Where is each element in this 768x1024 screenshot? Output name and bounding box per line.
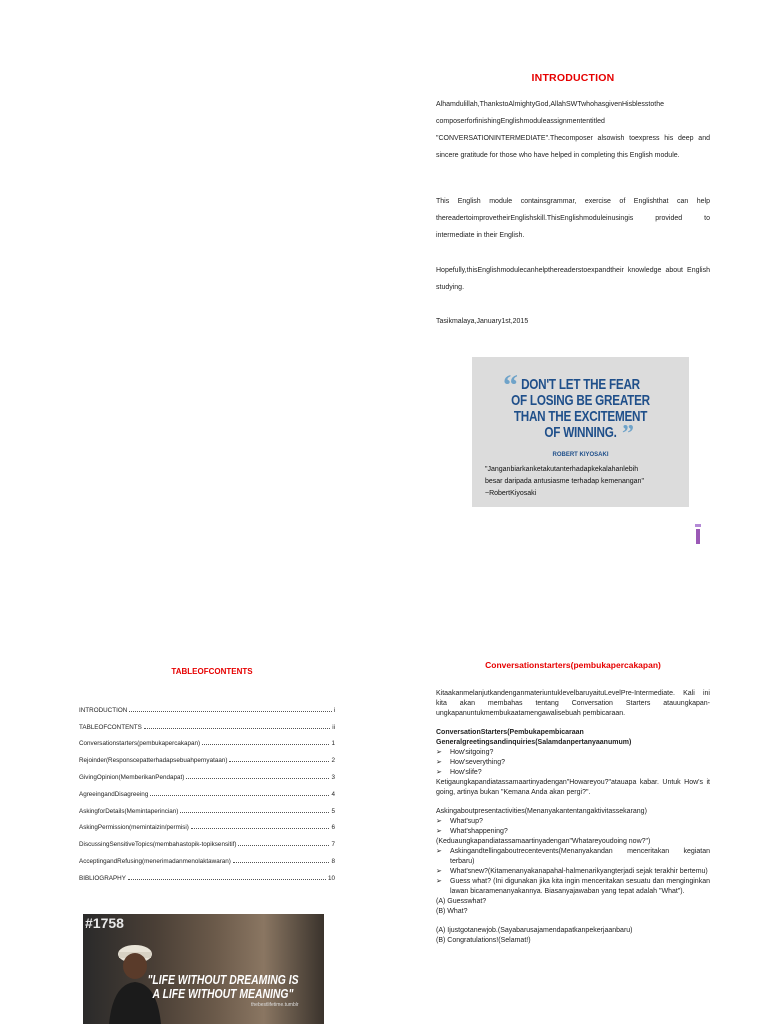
arrow-bullet-icon: ➢	[436, 769, 442, 776]
toc-entry-label: Conversationstarters(pembukapercakapan)	[79, 740, 201, 748]
toc-entry-label: Rejoinder(Responscepatterhadapsebuahpernyataan)	[79, 757, 228, 765]
conversation-starters-title: Conversationstarters(pembukapercakapan)	[485, 660, 661, 670]
toc-entry-page: i	[333, 706, 335, 714]
toc-entry-page: 1	[331, 740, 335, 748]
toc-dot-leader	[233, 862, 330, 863]
bullet-text: What'shappening?	[450, 828, 508, 835]
dialog-1-line-2: (B) What?	[436, 908, 468, 915]
bullet-text: How'sitgoing?	[450, 749, 494, 756]
section-heading-1: ConversationStarters(Pembukapembicaraan	[436, 729, 584, 736]
activity-note: (Keduaungkapandiatassamaartinyadengan"Whatareyoudoing now?")	[436, 838, 651, 845]
toc-dot-leader	[150, 795, 329, 796]
bullet-item	[436, 877, 710, 897]
arrow-bullet-icon: ➢	[436, 759, 442, 766]
toc-entry-page: 5	[331, 807, 335, 815]
introduction-paragraph-1: Alhamdulillah,ThankstoAlmightyGod,AllahSWTwhohasgivenHisblesstothe composerforfinishingEnglishmoduleassignmententitled "CONVERSATIONINTERMEDIATE".Thecomposer alsowish toexpress his deep and sincere gratitude for those who have helped in completing this English module.	[436, 101, 710, 159]
quote-translation-line-1: "Janganbiarkanketakutanterhadapkekalahanlebih	[485, 466, 639, 473]
page-marker-icon	[694, 524, 702, 544]
toc-entry-page: ii	[332, 723, 335, 731]
toc-dot-leader	[180, 812, 329, 813]
toc-row[interactable]	[79, 848, 335, 865]
toc-entry-label: AcceptingandRefusing(menerimadanmenolaktawaran)	[79, 857, 231, 865]
toc-row[interactable]	[79, 815, 335, 832]
introduction-paragraph-2: This English module containsgrammar, exercise of Englishthat can help thereadertoimprovetheirEnglishskill.ThisEnglishmoduleinusingis provided to intermediate in their English.	[436, 198, 710, 239]
toc-entry-page: 4	[331, 790, 335, 798]
toc-row[interactable]	[79, 831, 335, 848]
toc-dot-leader	[229, 761, 329, 762]
conversation-starters-body	[436, 689, 710, 946]
quote-line-1: DON'T LET THE FEAR	[521, 376, 640, 393]
photo-credit: thebestlifetime.tumblr	[251, 1002, 299, 1008]
toc-dot-leader	[144, 728, 330, 729]
arrow-bullet-icon: ➢	[436, 828, 442, 835]
introduction-title: INTRODUCTION	[531, 72, 615, 84]
dreaming-quote-photo	[83, 914, 324, 1024]
greeting-bullets	[436, 748, 710, 778]
toc-entry-page: 7	[331, 841, 335, 849]
dialog-1-line-1: (A) Guesswhat?	[436, 898, 487, 905]
arrow-bullet-icon: ➢	[436, 868, 442, 875]
toc-entry-page: 2	[331, 757, 335, 765]
photo-quote-line-2: A LIFE WITHOUT MEANING"	[152, 986, 294, 1001]
dialog-2-line-2: (B) Congratulations!(Selamat!)	[436, 937, 531, 944]
toc-row[interactable]	[79, 865, 335, 882]
toc-entry-page: 6	[331, 824, 335, 832]
quote-translation-line-2: besar daripada antusiasme terhadap kemenangan"	[485, 478, 644, 485]
toc-entry-page: 3	[331, 773, 335, 781]
toc-entry-label: BIBLIOGRAPHY	[79, 874, 126, 882]
photo-number-label: #1758	[85, 915, 124, 931]
bullet-text: How'slife?	[450, 769, 482, 776]
bullet-item	[436, 768, 710, 778]
toc-dot-leader	[186, 778, 329, 779]
arrow-bullet-icon: ➢	[436, 818, 442, 825]
quote-line-2: OF LOSING BE GREATER	[511, 392, 650, 409]
toc-title: TABLEOFCONTENTS	[171, 667, 253, 676]
toc-entry-label: AgreeingandDisagreeing	[79, 790, 149, 798]
toc-dot-leader	[202, 744, 329, 745]
bullet-text: Askingandtellingaboutrecentevents(Menanyakandan menceritakan kegiatan terbaru)	[450, 848, 710, 865]
bullet-item	[436, 827, 710, 837]
bullet-item	[436, 867, 710, 877]
toc-entry-label: AskingforDetails(Memintaperincian)	[79, 807, 179, 815]
quote-line-4: OF WINNING.	[544, 424, 617, 441]
toc-row[interactable]	[79, 798, 335, 815]
toc-entry-page: 8	[331, 857, 335, 865]
toc-dot-leader	[191, 828, 330, 829]
bullet-item	[436, 817, 710, 827]
introduction-date: Tasikmalaya,January1st,2015	[436, 318, 529, 325]
toc-row[interactable]	[79, 714, 335, 731]
close-quote-icon: ”	[622, 421, 634, 447]
open-quote-icon: “	[503, 369, 518, 402]
bullet-text: What'sup?	[450, 818, 483, 825]
toc-row[interactable]	[79, 697, 335, 714]
toc-entry-label: DiscussingSensitiveTopics(membahastopik-topiksensitif)	[79, 841, 237, 849]
quote-translation-line-3: ~RobertKiyosaki	[485, 490, 537, 497]
dialog-2-line-1: (A) Ijustgotanewjob.(Sayabarusajamendapatkanpekerjaanbaru)	[436, 927, 633, 934]
toc-entry-label: TABLEOFCONTENTS	[79, 723, 142, 731]
kiyosaki-quote-image	[472, 357, 689, 507]
toc-entry-label: INTRODUCTION	[79, 706, 128, 714]
introduction-paragraph-3: Hopefully,thisEnglishmodulecanhelpthereaderstoexpandtheir knowledge about English studying.	[436, 267, 710, 291]
greeting-note: Ketigaungkapandiatassamaartinyadengan"Howareyou?"atauapa kabar. Untuk How's it going, artinya bukan "Kemana Anda akan pergi?".	[436, 779, 710, 796]
quote-author: ROBERT KIYOSAKI	[552, 452, 609, 458]
bullet-text: Guess what? (Ini digunakan jika kita ingin menceritakan sesuatu dan menginginkan lawan bicaramenanyakannya. Biasanyajawaban yang tepat adalah "What").	[450, 878, 710, 895]
photo-quote-line-1: "LIFE WITHOUT DREAMING IS	[147, 972, 299, 987]
toc-entry-label: AskingPermission(memintaizin/permisi)	[79, 824, 189, 832]
toc-row[interactable]	[79, 781, 335, 798]
conversation-intro-paragraph: KitaakanmelanjutkandenganmateriuntuklevelbaruyaituLevelPre-Intermediate. Kali ini kita akan membahas tentang Conversation Starters atauungkapan-ungkapanuntukmembukaatamengawalisebuah pembicaraan.	[436, 690, 710, 717]
bullet-item	[436, 758, 710, 768]
toc-dot-leader	[129, 711, 331, 712]
arrow-bullet-icon: ➢	[436, 848, 442, 855]
bullet-item	[436, 748, 710, 758]
events-bullets	[436, 847, 710, 897]
section-heading-2: Generalgreetingsandinquiries(Salamdanpertanyaanumum)	[436, 739, 632, 746]
arrow-bullet-icon: ➢	[436, 878, 442, 885]
toc-row[interactable]	[79, 731, 335, 748]
asking-heading: Askingaboutpresentactivities(Menanyakantentangaktivitassekarang)	[436, 808, 647, 815]
bullet-item	[436, 847, 710, 867]
arrow-bullet-icon: ➢	[436, 749, 442, 756]
bullet-text: What'snew?(Kitamenanyakanapahal-halmenarikyangterjadi sejak terakhir bertemu)	[450, 868, 708, 875]
toc-list	[79, 697, 335, 882]
toc-entry-label: GivingOpinion(MemberikanPendapat)	[79, 773, 185, 781]
toc-dot-leader	[128, 879, 326, 880]
toc-dot-leader	[238, 845, 329, 846]
bullet-text: How'severything?	[450, 759, 506, 766]
toc-row[interactable]	[79, 747, 335, 764]
toc-entry-page: 10	[327, 874, 335, 882]
toc-row[interactable]	[79, 764, 335, 781]
quote-line-3: THAN THE EXCITEMENT	[513, 408, 648, 425]
activity-bullets	[436, 817, 710, 837]
